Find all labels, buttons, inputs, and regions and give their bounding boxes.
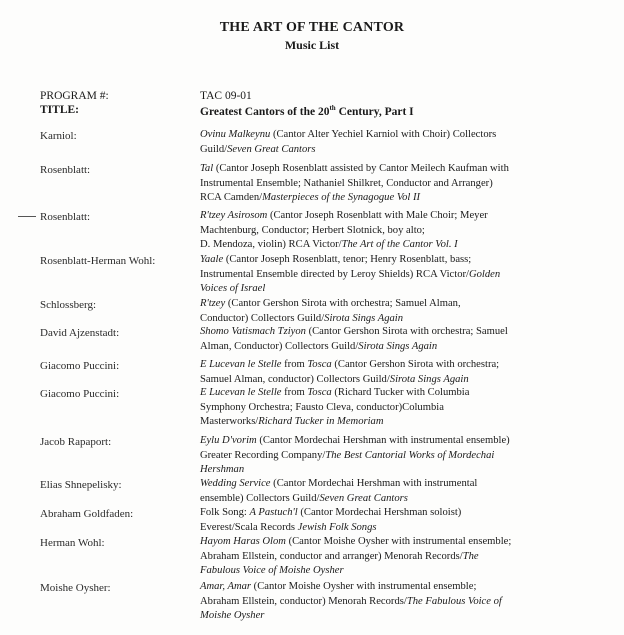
program-title-sup: th (329, 104, 336, 112)
entry-line (200, 434, 595, 449)
entry-text-segment: from (281, 359, 308, 370)
entry-line (200, 609, 595, 624)
entry-text-segment: ensemble) Collectors Guild/ (200, 492, 320, 504)
entry-line (200, 282, 595, 297)
entry-title-segment: Sirota Sings Again (324, 312, 404, 324)
document-subtitle: Music List (284, 38, 340, 52)
entry-text-segment: (Cantor Alter Yechiel Karniol with Choir) Collectors (270, 129, 497, 140)
entry-title-segment: Richard Tucker in Memoriam (258, 416, 384, 427)
entry-line (200, 253, 595, 268)
entry-title-segment: Tosca (307, 387, 332, 398)
entry-text-segment: Masterworks/ (200, 416, 259, 427)
entry-line (200, 143, 595, 158)
entry-text-segment: (Cantor Mordechai Hershman soloist) (297, 507, 462, 518)
entry-description (200, 358, 595, 387)
entry-text-segment: (Cantor Gershon Sirota with orchestra; Samuel Alman, (225, 298, 461, 309)
entry-text-segment: (Cantor Gershon Sirota with orchestra; Samuel (305, 326, 508, 337)
entry-text-segment: (Cantor Joseph Rosenblatt, tenor; Henry Rosenblatt, bass; (223, 254, 472, 265)
entry-title-segment: Fabulous Voice of Moishe Oysher (200, 565, 344, 576)
entry-artist: Herman Wohl: (40, 537, 105, 549)
entry-line (200, 268, 595, 283)
entry-text-segment: Symphony Orchestra; Fausto Cleva, conductor)Columbia (200, 401, 444, 413)
entry-title-segment: Seven Great Cantors (319, 492, 408, 504)
entry-title-segment: The Fabulous Voice of (406, 595, 502, 607)
entry-line (200, 312, 595, 327)
entry-line (200, 564, 595, 579)
program-title-pre: Greatest Cantors of the 20 (200, 105, 330, 118)
entry-title-segment: Sirota Sings Again (358, 340, 438, 352)
entry-line (200, 463, 595, 478)
entry-line (200, 358, 595, 373)
entry-text-segment: Samuel Alman, conductor) Collectors Guild/ (200, 373, 390, 385)
entry-artist: Abraham Goldfaden: (40, 508, 134, 520)
entry-text-segment: Instrumental Ensemble; Nathaniel Shilkret, Conductor and Arranger) (200, 177, 493, 189)
entry-line (200, 224, 595, 239)
entry-description (200, 535, 595, 579)
entry-line (200, 191, 595, 206)
entry-artist: Jacob Rapaport: (40, 436, 112, 448)
entry-description (200, 386, 595, 430)
entry-line (200, 297, 595, 312)
entry-artist: Rosenblatt: (40, 211, 91, 223)
entry-text-segment: Greater Recording Company/ (200, 449, 326, 461)
entry-title-segment: R'tzey (200, 298, 226, 309)
entry-line (200, 449, 595, 464)
entry-line (200, 325, 595, 340)
entry-text-segment: RCA Camden/ (200, 192, 263, 203)
entry-line (200, 521, 595, 536)
entry-text-segment: Abraham Ellstein, conductor and arranger) Menorah Records/ (200, 550, 463, 562)
entry-title-segment: The (462, 550, 479, 562)
entry-line (200, 386, 595, 401)
entry-line (200, 401, 595, 416)
entry-title-segment: E Lucevan le Stelle (200, 359, 282, 370)
entry-title-segment: The Art of the Cantor Vol. I (341, 239, 458, 250)
entry-title-segment: Hershman (200, 464, 245, 475)
entry-text-segment: Everest/Scala Records (200, 521, 298, 533)
entry-line (200, 373, 595, 388)
entry-title-segment: R'tzey Asirosom (200, 210, 268, 221)
document-title: THE ART OF THE CANTOR (219, 20, 405, 35)
entry-text-segment: Conductor) Collectors Guild/ (200, 312, 325, 324)
entry-text-segment: (Cantor Moishe Oysher with instrumental ensemble; (285, 536, 512, 547)
entry-title-segment: Seven Great Cantors (227, 143, 316, 155)
entry-artist: David Ajzenstadt: (40, 327, 120, 339)
entry-text-segment: from (281, 387, 308, 398)
entry-title-segment: Eylu D'vorim (200, 435, 257, 446)
entry-title-segment: Wedding Service (200, 478, 271, 489)
entry-artist: Giacomo Puccini: (40, 360, 120, 372)
entry-text-segment: D. Mendoza, violin) RCA Victor/ (200, 239, 342, 250)
program-title-post: Century, Part I (335, 105, 414, 118)
entry-text-segment: (Cantor Mordechai Hershman with instrumental (270, 478, 478, 489)
entry-title-segment: Golden (468, 268, 501, 280)
entry-title-segment: Hayom Haras Olom (200, 536, 286, 547)
entry-title-segment: Shomo Vatismach Tziyon (200, 326, 306, 337)
entry-line (200, 506, 595, 521)
entry-text-segment: (Cantor Gershon Sirota with orchestra; (331, 359, 500, 370)
entry-line (200, 550, 595, 565)
entry-description (200, 506, 595, 535)
entry-description (200, 253, 595, 297)
entry-description (200, 297, 595, 326)
entry-line (200, 162, 595, 177)
entry-artist: Elias Shnepelisky: (40, 479, 122, 491)
entry-title-segment: Masterpieces of the Synagogue Vol II (262, 192, 421, 203)
entry-description (200, 128, 595, 157)
program-title-label: TITLE: (40, 104, 79, 116)
entry-description (200, 580, 595, 624)
entry-title-segment: Tal (200, 163, 214, 174)
entry-line (200, 177, 595, 192)
entry-artist: Rosenblatt-Herman Wohl: (40, 255, 156, 267)
entry-line (200, 492, 595, 507)
entry-line (200, 580, 595, 595)
entry-title-segment: Sirota Sings Again (389, 373, 469, 385)
program-number-label: PROGRAM #: (40, 90, 109, 102)
entry-description (200, 209, 595, 253)
entry-artist: Schlossberg: (40, 299, 97, 311)
entry-title-segment: Ovinu Malkeynu (200, 129, 271, 140)
entry-text-segment: (Cantor Joseph Rosenblatt with Male Choir; Meyer (267, 210, 488, 221)
entry-line (200, 340, 595, 355)
entry-line (200, 595, 595, 610)
entry-artist: Karniol: (40, 130, 77, 142)
entry-line (200, 535, 595, 550)
entry-text-segment: Guild/ (200, 143, 228, 155)
entry-title-segment: Tosca (307, 359, 332, 370)
entry-text-segment: Machtenburg, Conductor; Herbert Slotnick, boy alto; (200, 224, 425, 236)
program-title-value (200, 104, 414, 118)
entry-text-segment: Folk Song: (200, 507, 250, 518)
entry-text-segment: (Cantor Moishe Oysher with instrumental ensemble; (251, 581, 477, 592)
entry-line (200, 415, 595, 430)
program-number-value: TAC 09-01 (200, 90, 252, 102)
margin-mark (18, 216, 36, 217)
entry-line (200, 238, 595, 253)
entry-description (200, 434, 595, 478)
entry-text-segment: (Richard Tucker with Columbia (331, 387, 470, 398)
entry-title-segment: Voices of Israel (200, 283, 266, 294)
entry-text-segment: Instrumental Ensemble directed by Leroy Shields) RCA Victor/ (200, 268, 469, 280)
entry-description (200, 477, 595, 506)
entry-line (200, 209, 595, 224)
entry-title-segment: E Lucevan le Stelle (200, 387, 282, 398)
entry-artist: Giacomo Puccini: (40, 388, 120, 400)
entry-title-segment: Jewish Folk Songs (297, 521, 377, 533)
entry-text-segment: Alman, Conductor) Collectors Guild/ (200, 340, 359, 352)
entry-title-segment: The Best Cantorial Works of Mordechai (325, 449, 495, 461)
entry-text-segment: (Cantor Mordechai Hershman with instrumental ensemble) (256, 435, 510, 446)
entry-text-segment: Abraham Ellstein, conductor) Menorah Records/ (200, 595, 407, 607)
entry-title-segment: Yaale (200, 254, 224, 265)
entry-description (200, 162, 595, 206)
entry-artist: Moishe Oysher: (40, 582, 111, 594)
entry-artist: Rosenblatt: (40, 164, 91, 176)
entry-title-segment: Amar, Amar (200, 581, 252, 592)
entry-title-segment: A Pastuch'l (249, 507, 298, 518)
entry-text-segment: (Cantor Joseph Rosenblatt assisted by Cantor Meilech Kaufman with (213, 163, 509, 174)
entry-title-segment: Moishe Oysher (200, 610, 265, 621)
entry-line (200, 128, 595, 143)
entry-description (200, 325, 595, 354)
entry-line (200, 477, 595, 492)
